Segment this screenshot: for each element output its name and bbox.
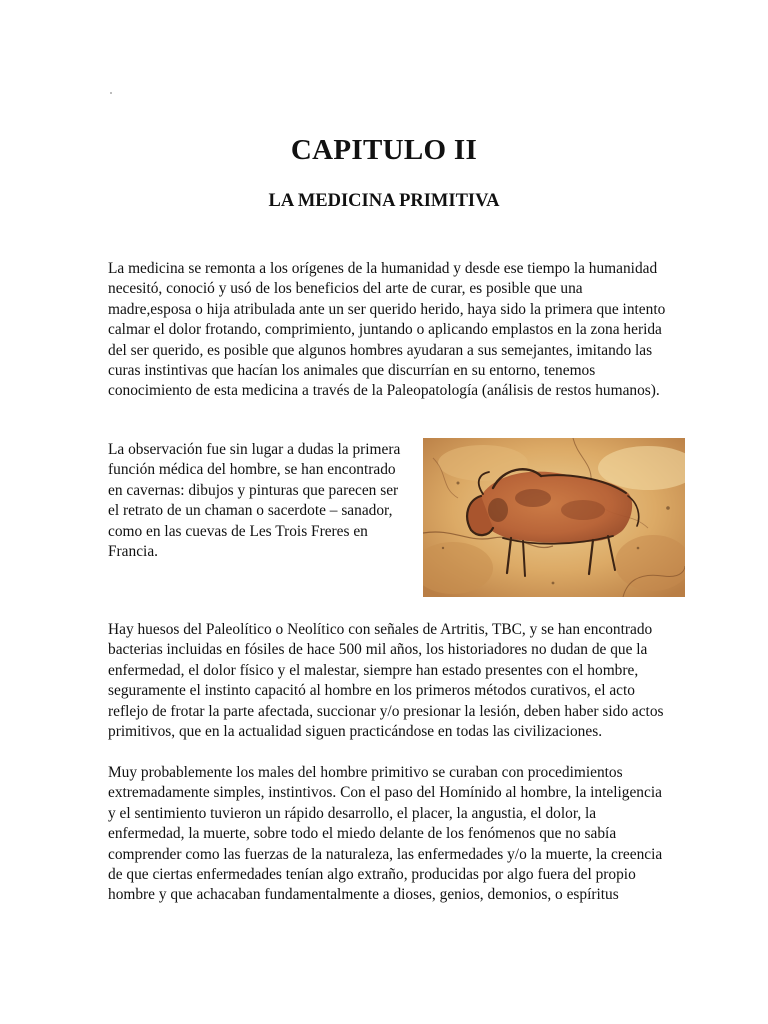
- chapter-subtitle: LA MEDICINA PRIMITIVA: [268, 191, 500, 211]
- cave-painting-image: [423, 438, 685, 597]
- cave-painting-bison-icon: [423, 438, 685, 597]
- paragraph-3: Hay huesos del Paleolítico o Neolítico con señales de Artritis, TBC, y se han encontrado bacterias incluidas en fósiles de hace 500 mil años, los historiadores no dudan de que la enfermedad, el dolor físico y el malestar, siempre han estado presentes con el hombre, seguramente el instinto capacitó al hombre en los primeros métodos curativos, el acto reflejo de frotar la parte afectada, succionar y/o presionar la lesión, deben haber sido actos primitivos, que en la actualidad siguen practicándose en todas las civilizaciones.: [108, 621, 664, 741]
- paragraph-2: La observación fue sin lugar a dudas la primera función médica del hombre, se han encontrado en cavernas: dibujos y pinturas que parecen ser el retrato de un chaman o sacerdote – sanador, como en las cuevas de Les Trois Freres en Francia.: [108, 441, 401, 561]
- chapter-title: CAPITULO II: [290, 134, 478, 166]
- paragraph-4: Muy probablemente los males del hombre primitivo se curaban con procedimientos extremadamente simples, instintivos. Con el paso del Homínido al hombre, la inteligencia y el sentimiento tuvieron un rápido desarrollo, el placer, la angustia, el dolor, la enfermedad, la muerte, sobre todo el miedo delante de los fenómenos que no sabía comprender como las fuerzas de la naturaleza, las enfermedades y/o la muerte, la creencia de que ciertas enfermedades tenían algo extraño, producidas por algo fuera del propio hombre y que achacaban fundamentalmente a dioses, genios, demonios, o espíritus: [108, 764, 663, 904]
- paragraph-1: La medicina se remonta a los orígenes de la humanidad y desde ese tiempo la humanidad necesitó, conoció y usó de los beneficios del arte de curar, es posible que una madre,esposa o hija atribulada ante un ser querido herido, haya sido la primera que intento calmar el dolor frotando, comprimiento, juntando o aplicando emplastos en la zona herida del ser querido, es posible que algunos hombres ayudaran a sus semejantes, imitando las curas instintivas que hacían los animales que discurrían en su entorno, tenemos conocimiento de esta medicina a través de la Paleopatología (análisis de restos humanos).: [108, 260, 666, 400]
- scan-speck: [110, 92, 112, 94]
